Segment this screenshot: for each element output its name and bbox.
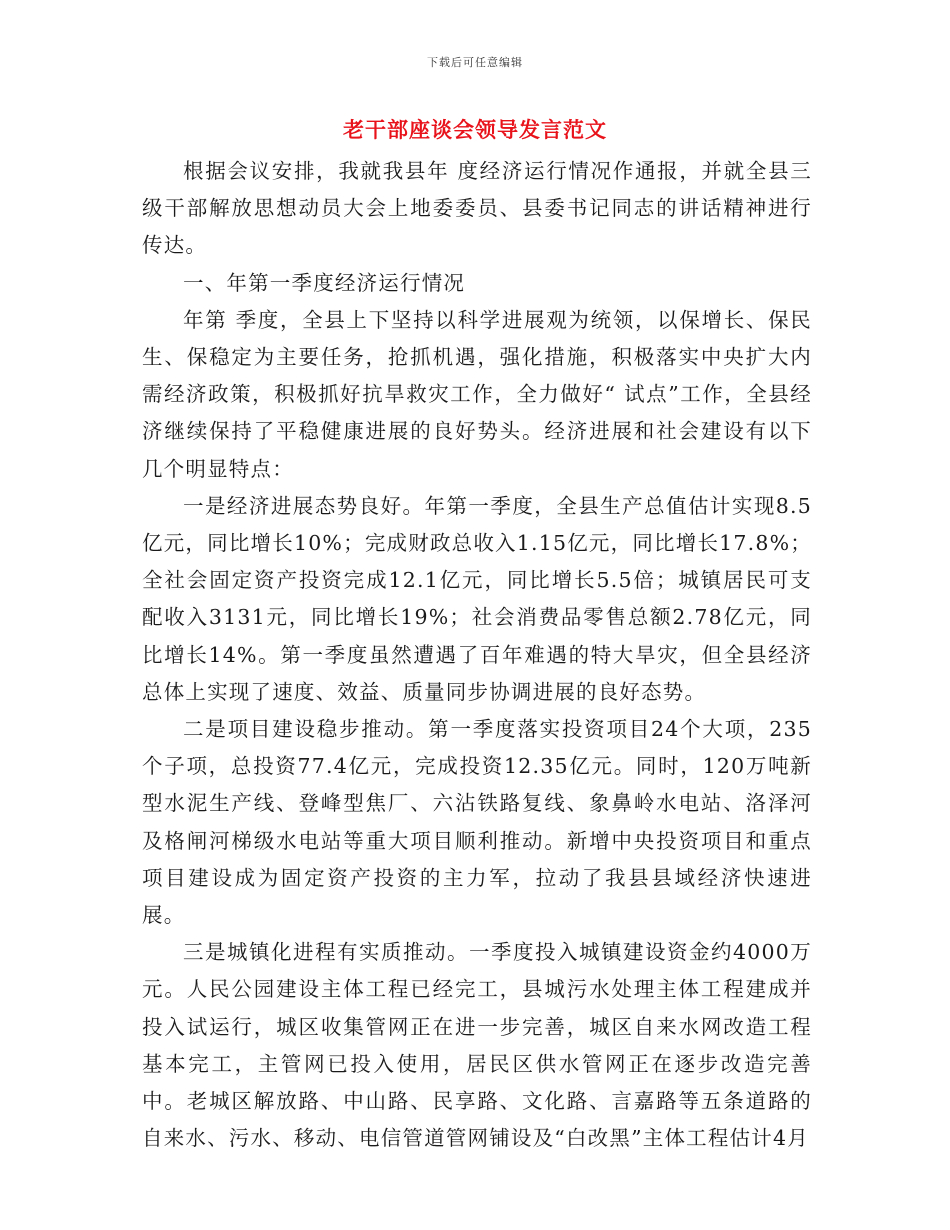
section-heading: 一、年第一季度经济运行情况 <box>183 270 466 295</box>
paragraph-point-one: 一是经济进展态势良好。年第一季度，全县生产总值估计实现8.5亿元，同比增长10%；完成财政总收入1.15亿元，同比增长17.8%；全社会固定资产投资完成12.1亿元，同比增长5.5倍；城镇居民可支配收入3131元，同比增长19%；社会消费品零售总额2.78亿元，同比增长14%。第一季度虽然遭遇了百年难遇的特大旱灾，但全县经济总体上实现了速度、效益、质量同步协调进展的良好态势。 <box>142 493 812 704</box>
document-body <box>142 153 812 1157</box>
paragraph-point-three: 三是城镇化进程有实质推动。一季度投入城镇建设资金约4000万元。人民公园建设主体工程已经完工，县城污水处理主体工程建成并投入试运行，城区收集管网正在进一步完善，城区自来水网改造工程基本完工，主管网已投入使用，居民区供水管网正在逐步改造完善中。老城区解放路、中山路、民享路、文化路、言嘉路等五条道路的自来水、污水、移动、电信管道管网铺设及“白改黑”主体工程估计4月 <box>142 940 812 1151</box>
paragraph-point-two: 二是项目建设稳步推动。第一季度落实投资项目24个大项，235个子项，总投资77.4亿元，完成投资12.35亿元。同时，120万吨新型水泥生产线、登峰型焦厂、六沾铁路复线、象鼻岭水电站、洛泽河及格闸河梯级水电站等重大项目顺利推动。新增中央投资项目和重点项目建设成为固定资产投资的主力军，拉动了我县县域经济快速进展。 <box>142 717 812 928</box>
paragraph-overview: 年第 季度，全县上下坚持以科学进展观为统领，以保增长、保民生、保稳定为主要任务，抢抓机遇，强化措施，积极落实中央扩大内需经济政策，积极抓好抗旱救灾工作，全力做好“ 试点”工作，全县经济继续保持了平稳健康进展的良好势头。经济进展和社会建设有以下几个明显特点： <box>142 307 812 481</box>
header-note: 下载后可任意编辑 <box>427 56 523 69</box>
paragraph-intro: 根据会议安排，我就我县年 度经济运行情况作通报，并就全县三级干部解放思想动员大会上地委委员、县委书记同志的讲话精神进行传达。 <box>142 159 812 258</box>
document-title: 老干部座谈会领导发言范文 <box>343 117 607 142</box>
